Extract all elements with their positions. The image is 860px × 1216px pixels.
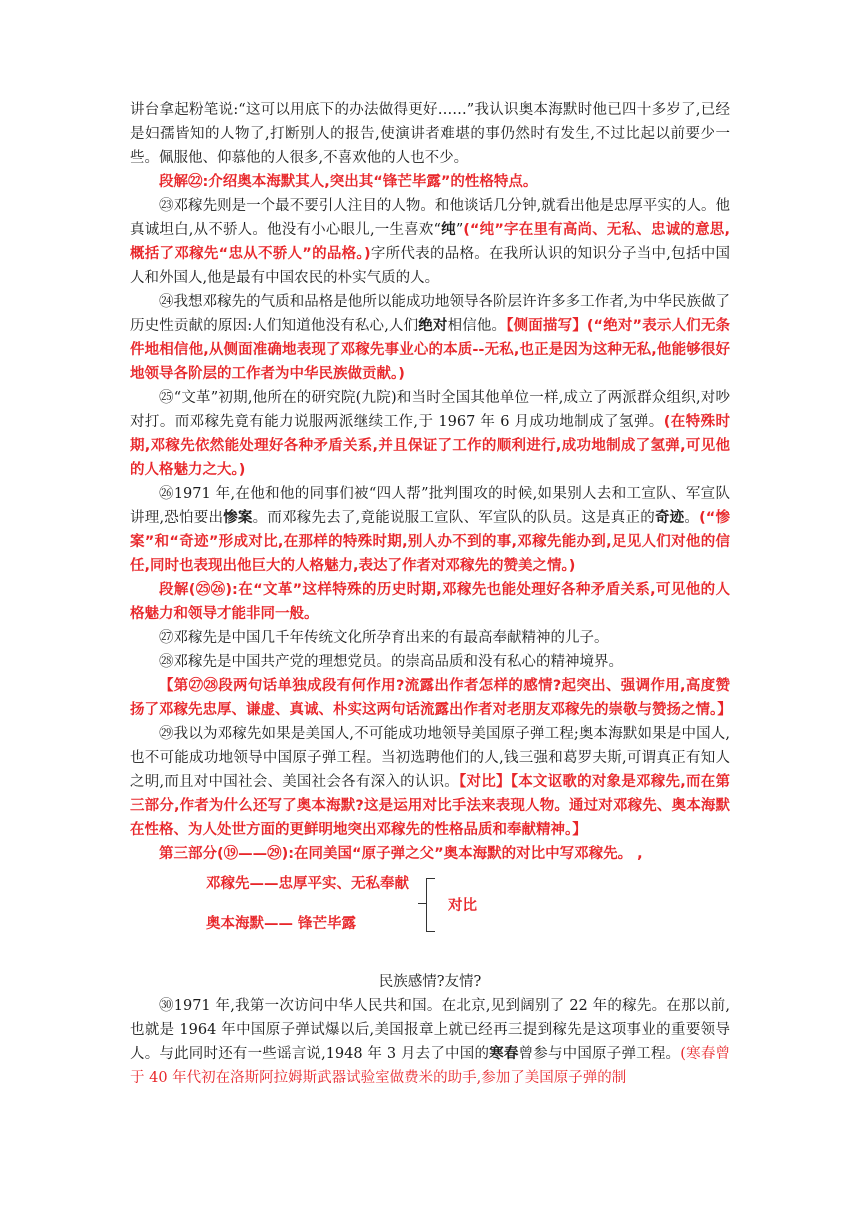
diagram-row-deng: 邓稼先——忠厚平实、无私奉献 xyxy=(206,876,409,892)
annotation-26: (“惨案”和“奇迹”形成对比,在那样的特殊时期,别人办不到的事,邓稼先能办到,足见人们对他的信任,同时也表现出他巨大的人格魅力,表达了作者对邓稼先的赞美之情。) xyxy=(130,510,731,574)
paragraph-27: ㉗邓稼先是中国几千年传统文化所孕育出来的有最高奉献精神的儿子。 xyxy=(159,630,609,646)
annotation-24: 【侧面描写】(“绝对”表示人们无条件地相信他,从侧面准确地表现了邓稼先事业心的本质--无私,也正是因为这种无私,他能够很好地领导各阶层的工作者为中华民族做贡献。) xyxy=(130,318,730,382)
brace-tick xyxy=(418,903,426,904)
paragraph-21-tail: 讲台拿起粉笔说:“这可以用底下的办法做得更好……”我认识奥本海默时他已四十多岁了,已经是妇孺皆知的人物了,打断别人的报告,使演讲者难堪的事仍然时有发生,不过比起以前要少一些。佩服他、仰慕他的人很多,不喜欢他的人也不少。 xyxy=(130,102,730,166)
paragraph-24: ㉔我想邓稼先的气质和品格是他所以能成功地领导各阶层许许多多工作者,为中华民族做了历史性贡献的原因:人们知道他没有私心,人们绝对相信他。【侧面描写】(“绝对”表示人们无条件地相信他,从侧面准确地表现了邓稼先事业心的本质--无私,也正是因为这种无私,他能够很好地领导各阶层的工作者为中华民族做贡献。) xyxy=(130,294,730,382)
paragraph-30: ㉚1971 年,我第一次访问中华人民共和国。在北京,见到阔别了 22 年的稼先。在那以前,也就是 1964 年中国原子弹试爆以后,美国报章上就已经再三提到稼先是这项事业的重要领导人。与此同时还有一些谣言说,1948 年 3 月去了中国的寒春曾参与中国原子弹工程。(寒春曾于 40 年代初在洛斯阿拉姆斯武器试验室做费米的助手,参加了美国原子弹的制 xyxy=(130,998,731,1086)
annotation-23: (“纯”字在里有高尚、无私、忠诚的意思,概括了邓稼先“忠从不骄人”的品格。) xyxy=(130,222,731,262)
annotation-30: (寒春曾于 40 年代初在洛斯阿拉姆斯武器试验室做费米的助手,参加了美国原子弹的制 xyxy=(130,1046,731,1086)
brace-icon xyxy=(426,878,435,932)
annotation-29: 【对比】【本文讴歌的对象是邓稼先,而在第三部分,作者为什么还写了奥本海默?这是运用对比手法来表现人物。通过对邓稼先、奥本海默在性格、为人处世方面的更鲜明地突出邓稼先的性格品质和奉献精神。】 xyxy=(130,774,730,838)
analysis-note-27-28: 【第㉗㉘段两句话单独成段有何作用?流露出作者怎样的感情?起突出、强调作用,高度赞扬了邓稼先忠厚、谦虚、真诚、朴实这两句话流露出作者对老朋友邓稼先的崇敬与赞扬之情。】 xyxy=(130,678,732,718)
paragraph-25: ㉕“文革”初期,他所在的研究院(九院)和当时全国其他单位一样,成立了两派群众组织,对吵对打。而邓稼先竟有能力说服两派继续工作,于 1967 年 6 月成功地制成了氢弹。(在特殊时期,邓稼先依然能处理好各种矛盾关系,并且保证了工作的顺利进行,成功地制成了氢弹,可见他的人格魅力之大。) xyxy=(130,390,730,478)
diagram-label: 对比 xyxy=(448,898,477,914)
paragraph-29: ㉙我以为邓稼先如果是美国人,不可能成功地领导美国原子弹工程;奥本海默如果是中国人,也不可能成功地领导中国原子弹工程。当初选聘他们的人,钱三强和葛罗夫斯,可谓真正有知人之明,而且对中国社会、美国社会各有深入的认识。【对比】【本文讴歌的对象是邓稼先,而在第三部分,作者为什么还写了奥本海默?这是运用对比手法来表现人物。通过对邓稼先、奥本海默在性格、为人处世方面的更鲜明地突出邓稼先的性格品质和奉献精神。】 xyxy=(130,726,730,838)
section-title: 民族感情?友情? xyxy=(378,974,482,990)
contrast-diagram xyxy=(130,872,730,952)
analysis-note-25-26: 段解(㉕㉖):在“文革”这样特殊的历史时期,邓稼先也能处理好各种矛盾关系,可见他的人格魅力和领导才能非同一般。 xyxy=(130,582,730,622)
annotation-25: (在特殊时期,邓稼先依然能处理好各种矛盾关系,并且保证了工作的顺利进行,成功地制成了氢弹,可见他的人格魅力之大。) xyxy=(130,414,730,478)
paragraph-23: ㉓邓稼先则是一个最不要引人注目的人物。和他谈话几分钟,就看出他是忠厚平实的人。他真诚坦白,从不骄人。他没有小心眼儿,一生喜欢“纯”(“纯”字在里有高尚、无私、忠诚的意思,概括了邓稼先“忠从不骄人”的品格。)字所代表的品格。在我所认识的知识分子当中,包括中国人和外国人,他是最有中国农民的朴实气质的人。 xyxy=(130,198,731,286)
paragraph-28: ㉘邓稼先是中国共产党的理想党员。的崇高品质和没有私心的精神境界。 xyxy=(159,654,623,670)
paragraph-26: ㉖1971 年,在他和他的同事们被“四人帮”批判围攻的时候,如果别人去和工宣队、军宣队讲理,恐怕要出惨案。而邓稼先去了,竟能说服工宣队、军宣队的队员。这是真正的奇迹。(“惨案”和“奇迹”形成对比,在那样的特殊时期,别人办不到的事,邓稼先能办到,足见人们对他的信任,同时也表现出他巨大的人格魅力,表达了作者对邓稼先的赞美之情。) xyxy=(130,486,731,574)
diagram-row-oppenheimer: 奥本海默—— 锋芒毕露 xyxy=(206,916,357,932)
part-three-summary: 第三部分(⑲——㉙):在同美国“原子弹之父”奥本海默的对比中写邓稼先。 , xyxy=(159,846,643,862)
analysis-note-22: 段解㉒:介绍奥本海默其人,突出其“锋芒毕露”的性格特点。 xyxy=(159,174,538,190)
document-body xyxy=(130,98,730,1090)
